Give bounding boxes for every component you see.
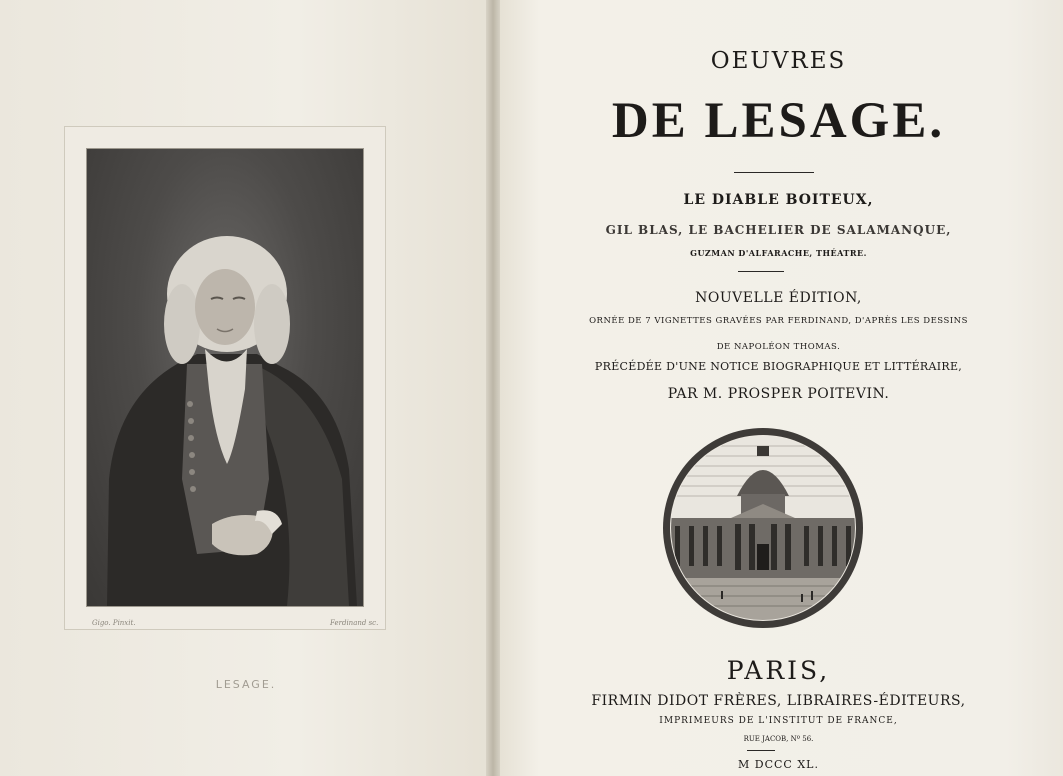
illustrator-line: DE NAPOLÉON THOMAS.: [716, 342, 841, 352]
city: PARIS,: [726, 656, 831, 685]
title-main: DE LESAGE.: [611, 93, 946, 149]
author-line: PAR M. PROSPER POITEVIN.: [667, 386, 890, 402]
plate-caption-left: Gigo. Pinxit.: [92, 619, 136, 627]
publication-date: M DCCC XL.: [738, 758, 819, 771]
notice-line: PRÉCÉDÉE D'UNE NOTICE BIOGRAPHIQUE ET LITTÉRAIRE,: [594, 360, 963, 373]
portrait-name: LESAGE.: [215, 678, 277, 691]
printer: IMPRIMEURS DE L'INSTITUT DE FRANCE,: [659, 716, 898, 726]
title-rule: [734, 172, 814, 173]
contents-line-1: LE DIABLE BOITEUX,: [683, 192, 874, 208]
contents-line-3: GUZMAN D'ALFARACHE, THÉATRE.: [690, 248, 867, 258]
title-oeuvres: OEUVRES: [710, 48, 847, 74]
edition-line: NOUVELLE ÉDITION,: [695, 290, 862, 306]
illustration-credit: ORNÉE DE 7 VIGNETTES GRAVÉES PAR FERDINAND, D'APRÈS LES DESSINS: [589, 316, 968, 326]
contents-line-2: GIL BLAS, LE BACHELIER DE SALAMANQUE,: [605, 223, 952, 237]
address: RUE JACOB, Nº 56.: [743, 735, 814, 743]
date-rule: [747, 750, 775, 751]
publisher: FIRMIN DIDOT FRÈRES, LIBRAIRES-ÉDITEURS,: [591, 693, 966, 709]
portrait-figure: [87, 149, 363, 606]
institut-de-france-medallion: [661, 426, 865, 630]
ornament-rule: [738, 271, 784, 272]
plate-caption-right: Ferdinand sc.: [330, 619, 379, 627]
portrait-engraving: [86, 148, 364, 607]
